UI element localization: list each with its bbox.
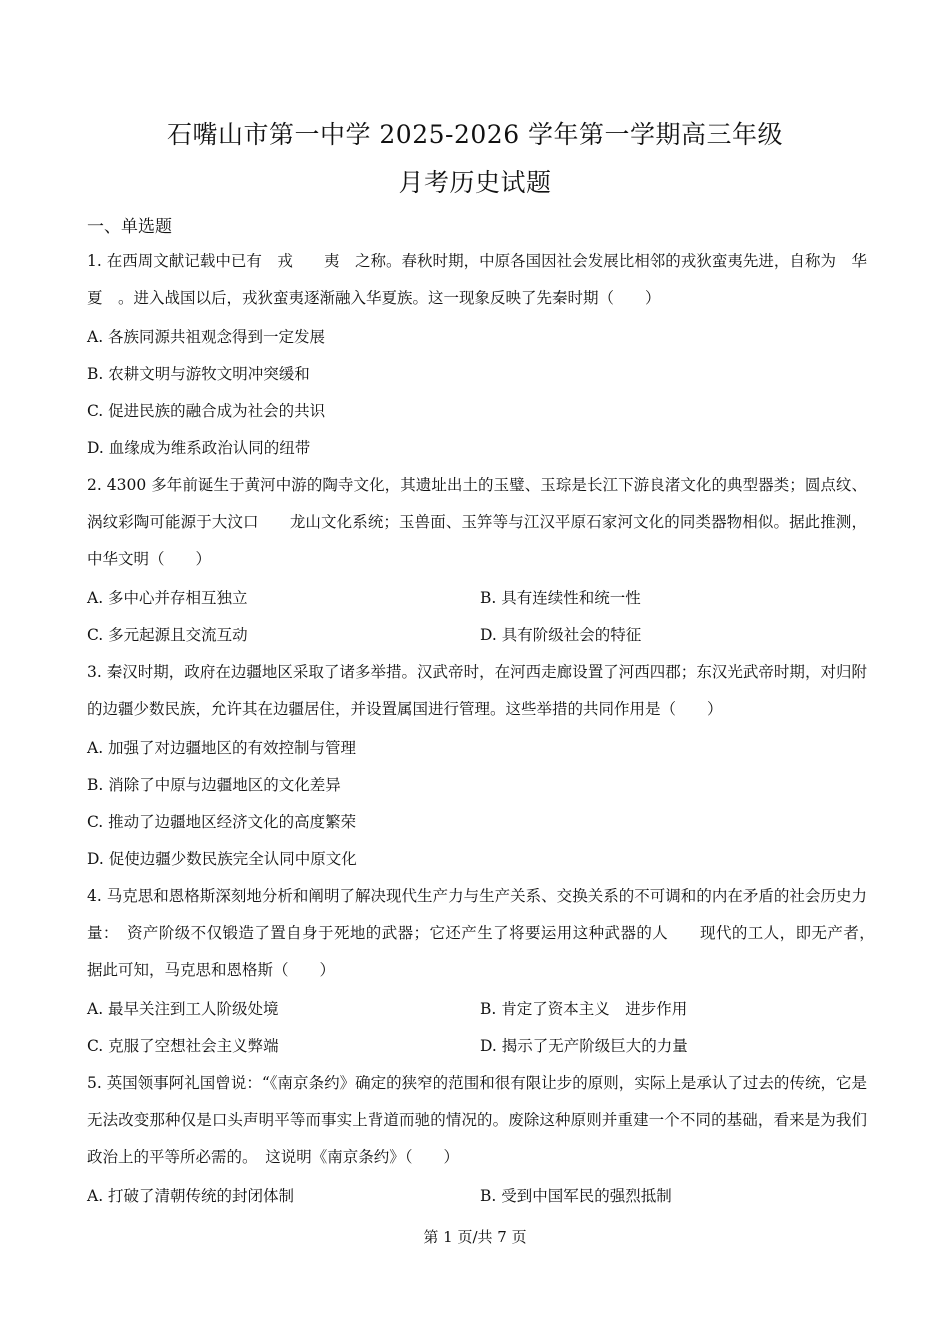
question-4-option-b: B. 肯定了资本主义 进步作用	[480, 1000, 688, 1018]
question-3-option-c: C. 推动了边疆地区经济文化的高度繁荣	[87, 813, 357, 831]
question-2-stem: 2. 4300 多年前诞生于黄河中游的陶寺文化，其遗址出土的玉璧、玉琮是长江下游良渚文化的典型器类；圆点纹、涡纹彩陶可能源于大汶口 龙山文化系统；玉兽面、玉笄等与江汉平原石家河文化的同类器物相似。据此推测，中华文明（ ）	[87, 476, 867, 568]
question-2-option-c: C. 多元起源且交流互动	[87, 626, 248, 644]
question-3-option-a: A. 加强了对边疆地区的有效控制与管理	[87, 739, 357, 757]
question-2-option-a: A. 多中心并存相互独立	[87, 589, 248, 607]
question-1-option-c: C. 促进民族的融合成为社会的共识	[87, 402, 326, 420]
question-4-option-a: A. 最早关注到工人阶级处境	[87, 1000, 279, 1018]
page-number: 第 1 页/共 7 页	[423, 1228, 527, 1246]
question-1-option-a: A. 各族同源共祖观念得到一定发展	[87, 328, 326, 346]
question-2-option-b: B. 具有连续性和统一性	[480, 589, 641, 607]
section-heading: 一、单选题	[87, 217, 172, 237]
question-4-option-c: C. 克服了空想社会主义弊端	[87, 1037, 279, 1055]
question-5-option-b: B. 受到中国军民的强烈抵制	[480, 1187, 672, 1205]
question-1-option-b: B. 农耕文明与游牧文明冲突缓和	[87, 365, 310, 383]
question-3-stem: 3. 秦汉时期，政府在边疆地区采取了诸多举措。汉武帝时，在河西走廊设置了河西四郡；东汉光武帝时期，对归附的边疆少数民族，允许其在边疆居住，并设置属国进行管理。这些举措的共同作用是（ ）	[87, 663, 867, 718]
question-1-option-d: D. 血缘成为维系政治认同的纽带	[87, 439, 311, 457]
question-2-option-d: D. 具有阶级社会的特征	[480, 626, 642, 644]
question-3-option-b: B. 消除了中原与边疆地区的文化差异	[87, 776, 341, 794]
question-4-stem: 4. 马克思和恩格斯深刻地分析和阐明了解决现代生产力与生产关系、交换关系的不可调和的内在矛盾的社会历史力量： 资产阶级不仅锻造了置自身于死地的武器；它还产生了将要运用这种武器的人 现代的工人，即无产者， 据此可知，马克思和恩格斯（ ）	[87, 887, 883, 979]
question-3-option-d: D. 促使边疆少数民族完全认同中原文化	[87, 850, 357, 868]
exam-title-line2: 月考历史试题	[398, 168, 552, 197]
question-5-stem: 5. 英国领事阿礼国曾说：“《南京条约》确定的狭窄的范围和很有限让步的原则，实际上是承认了过去的传统，它是无法改变那种仅是口头声明平等而事实上背道而驰的情况的。废除这种原则并重建一个不同的基础，看来是为我们政治上的平等所必需的。 这说明《南京条约》（ ）	[87, 1074, 867, 1166]
exam-title-line1: 石嘴山市第一中学 2025-2026 学年第一学期高三年级	[166, 120, 784, 149]
question-4-option-d: D. 揭示了无产阶级巨大的力量	[480, 1037, 688, 1055]
question-1-stem: 1. 在西周文献记载中已有 戎 夷 之称。春秋时期，中原各国因社会发展比相邻的戎狄蛮夷先进，自称为 华夏 。进入战国以后，戎狄蛮夷逐渐融入华夏族。这一现象反映了先秦时期（ ）	[87, 252, 867, 307]
question-5-option-a: A. 打破了清朝传统的封闭体制	[87, 1187, 295, 1205]
